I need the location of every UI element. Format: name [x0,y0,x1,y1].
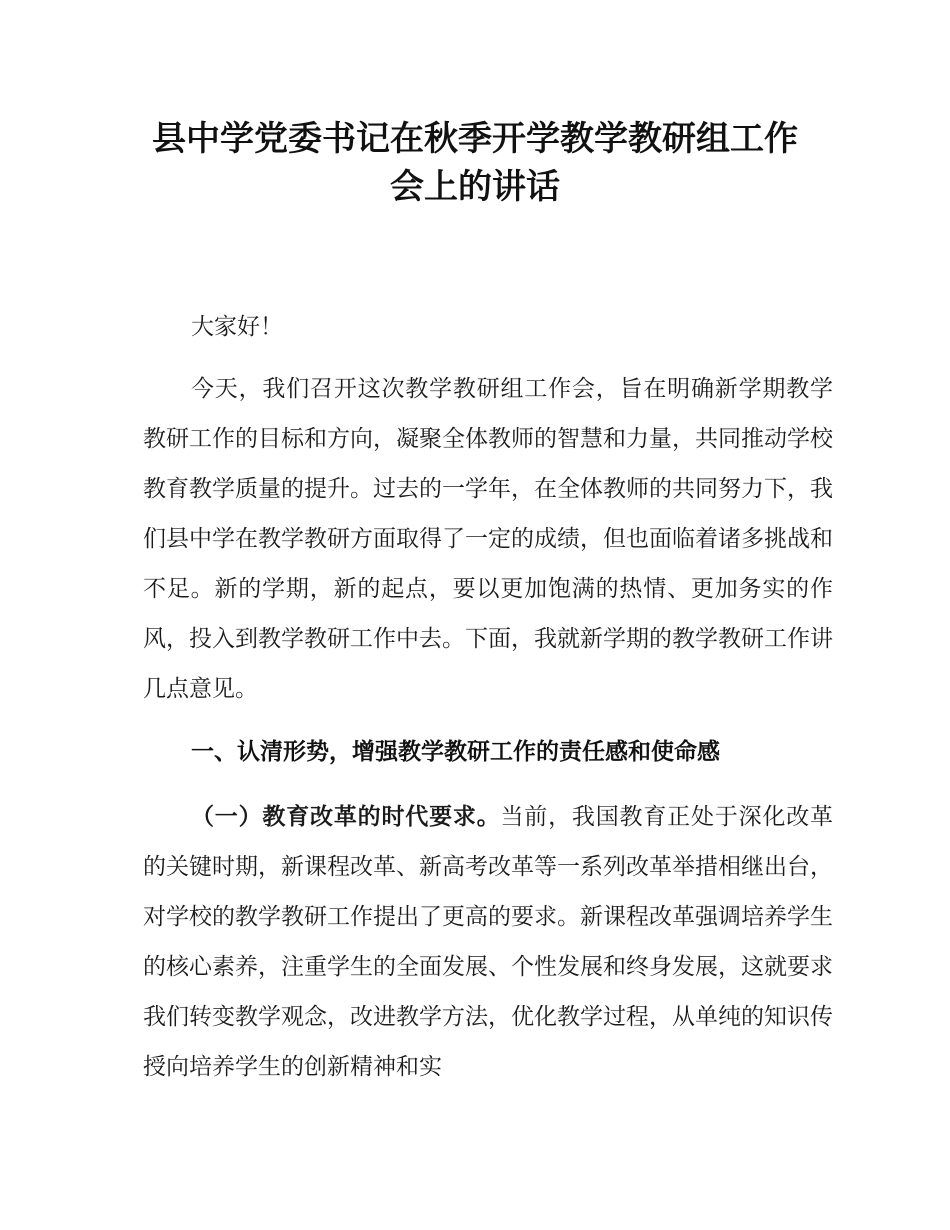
subsection-text-1: 当前，我国教育正处于深化改革的关键时期，新课程改革、新高考改革等一系列改革举措相继出台，对学校的教学教研工作提出了更高的要求。新课程改革强调培养学生的核心素养，注重学生的全面发展、个性发展和终身发展，这就要求我们转变教学观念，改进教学方法，优化教学过程，从单纯的知识传授向培养学生的创新精神和实 [143,804,834,1080]
opening-paragraph: 今天，我们召开这次教学教研组工作会，旨在明确新学期教学教研工作的目标和方向，凝聚全体教师的智慧和力量，共同推动学校教育教学质量的提升。过去的一学年，在全体教师的共同努力下，我们县中学在教学教研方面取得了一定的成绩，但也面临着诸多挑战和不足。新的学期，新的起点，要以更加饱满的热情、更加务实的作风，投入到教学教研工作中去。下面，我就新学期的教学教研工作讲几点意见。 [143,376,833,702]
document-title-line-1: 县中学党委书记在秋季开学教学教研组工作 [152,119,798,159]
document-title-line-2: 会上的讲话 [390,167,560,207]
section-heading-1: 一、认清形势，增强教学教研工作的责任感和使命感 [191,739,720,765]
subsection-heading-1: （一）教育改革的时代要求。 [191,804,501,830]
subsection-paragraph-1 [143,792,833,1092]
greeting: 大家好！ [191,314,283,340]
